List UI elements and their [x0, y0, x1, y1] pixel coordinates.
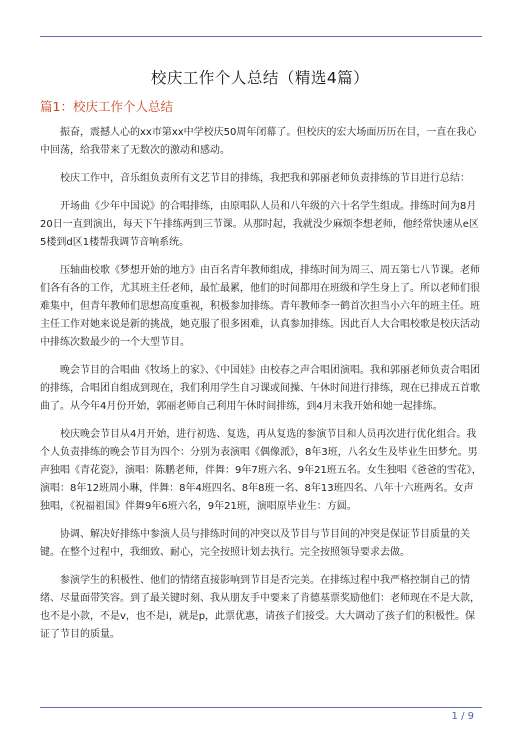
paragraph: 协调、解决好排练中参演人员与排练时间的冲突以及节目与节目间的冲突是保证节目质量的关键。在整个过程中，我细致、耐心，完全按照计划去执行。完全按照领导要求去做。: [40, 529, 470, 558]
section-heading: 篇1：校庆工作个人总结: [40, 99, 173, 114]
paragraph: 校庆晚会节目从4月开始，进行初选、复选，再从复选的参演节目和人员再次进行优化组合。我个人负责排练的晚会节目为四个：分别为表演唱《偶像派》，8年3班，八名女生及毕业生田梦允。男声独唱《青花瓷》，演唱：陈鹏老师，伴舞：9年7班六名、9年21班五名。女生独唱《爸爸的雪花》，演唱：8年12班周小琳，伴舞：8年4班四名、8年8班一名、8年13班四名、八年十六班两名。女声独唱，《祝福祖国》伴舞9年6班六名，9年21班，演唱原毕业生：方圆。: [40, 429, 482, 512]
footer-divider: [40, 707, 482, 708]
paragraph: 振奋，震撼人心的xx市第xx中学校庆50周年闭幕了。但校庆的宏大场面历历在目，一直在我心中回荡，给我带来了无数次的激动和感动。: [40, 127, 477, 156]
paragraph: 压轴曲校歌《梦想开始的地方》由百名青年教师组成，排练时间为周三、周五第七八节课。老师们各有各的工作，尤其班主任老师，最忙最累，他们的时间都用在班级和学生身上了。所以老师们很难集中，但青年教师们思想高度重视，积极参加排练。青年教师李一鹤首次担当小六年的班主任。班主任工作对她来说是新的挑战，她克服了很多困难，认真参加排练。因此百人大合唱校歌是校庆活动中排练次数最少的一个大型节目。: [40, 265, 480, 348]
paragraph: 晚会节目的合唱曲《牧场上的家》、《中国娃》由校春之声合唱团演唱。我和郭丽老师负责合唱团的排练，合唱团自组成到现在，我们利用学生自习课或间操、午休时间进行排练，现在已排成五首歌曲了。从今年4月份开始，郭丽老师自己利用午休时间排练，到4月末我开始和她一起排练。: [40, 365, 480, 412]
paragraph: 开场曲《少年中国说》的合唱排练，由原唱队人员和八年级的六十名学生组成。排练时间为8月20日一直到演出，每天下午排练两到三节课。从那时起，我就没少麻烦李想老师，他经常快速从e区5楼到d区1楼帮我调节音响系统。: [40, 201, 479, 248]
document-title: 校庆工作个人总结（精选4篇）: [150, 69, 370, 87]
page-number: 1 / 9: [451, 711, 474, 722]
paragraph: 校庆工作中，音乐组负责所有文艺节目的排练，我把我和郭丽老师负责排练的节目进行总结：: [40, 173, 470, 184]
header-divider: [40, 36, 482, 37]
document-body: [40, 124, 482, 654]
paragraph: 参演学生的积极性、他们的情绪直接影响到节目是否完美。在排练过程中我严格控制自己的情绪、尽量面带笑容。到了最关键时刻、我从朋友手中要来了肯德基票奖励他们：老师现在不是大款，也不是小款，不是v，也不是i，就是p，此票优惠，请孩子们接受。大大调动了孩子们的积极性。保证了节目的质量。: [40, 575, 480, 640]
